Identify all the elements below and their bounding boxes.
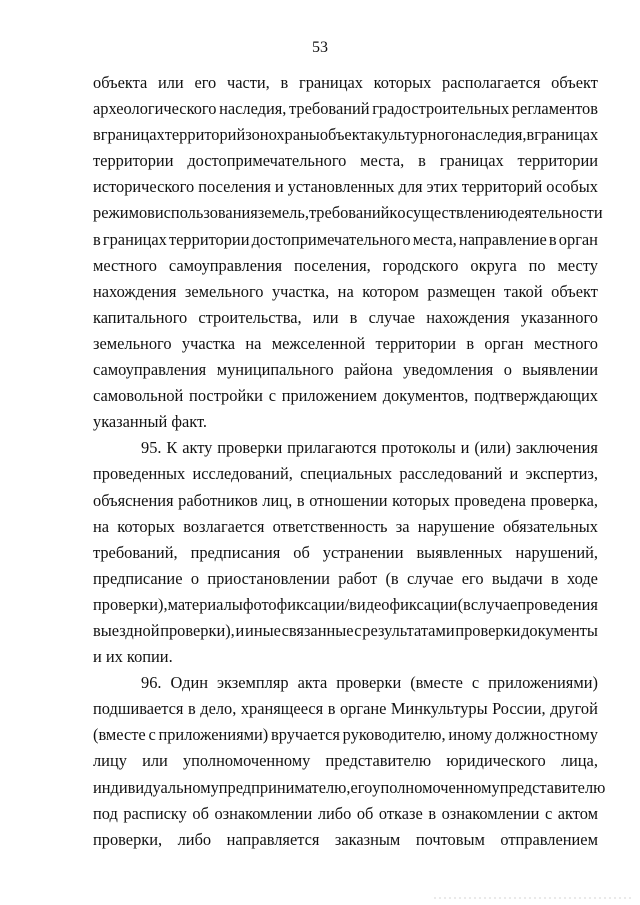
- text-line: самовольной постройки с приложением документов, подтверждающих: [93, 386, 598, 406]
- text-line: указанный факт.: [93, 412, 208, 432]
- text-line: индивидуальному предпринимателю, его уполномоченному представителю: [93, 777, 606, 797]
- text-line: объяснения работников лиц, в отношении которых проведена проверка,: [93, 490, 598, 510]
- page-number: 53: [312, 39, 328, 56]
- text-line: исторического поселения и установленных для этих территорий особых: [93, 177, 598, 197]
- text-line: проверки, либо направляется заказным почтовым отправлением: [93, 829, 598, 849]
- text-line: режимов использования земель, требований к осуществлению деятельности: [93, 203, 603, 223]
- text-line: проверки), материалы фотофиксации/видеофиксации (в случае проведения: [93, 594, 598, 614]
- text-line: капитального строительства, или в случае нахождения указанного: [93, 307, 598, 327]
- text-line: самоуправления муниципального района уведомления о выявлении: [93, 360, 598, 380]
- text-line: территории достопримечательного места, в границах территории: [93, 151, 598, 171]
- text-line: местного самоуправления поселения, городского округа по месту: [93, 255, 598, 275]
- text-line: лицу или уполномоченному представителю юридического лица,: [93, 751, 598, 771]
- text-line: под расписку об ознакомлении либо об отказе в ознакомлении с актом: [93, 803, 598, 823]
- text-line: 96. Один экземпляр акта проверки (вместе с приложениями): [141, 673, 598, 693]
- text-line: требований, предписания об устранении выявленных нарушений,: [93, 542, 598, 562]
- scan-artifact: [434, 893, 634, 903]
- text-line: нахождения земельного участка, на котором размещен такой объект: [93, 281, 598, 301]
- text-line: на которых возлагается ответственность за нарушение обязательных: [93, 516, 598, 536]
- text-line: (вместе с приложениями) вручается руководителю, иному должностному: [93, 725, 598, 745]
- text-line: 95. К акту проверки прилагаются протоколы и (или) заключения: [141, 438, 598, 458]
- text-line: археологического наследия, требований градостроительных регламентов: [93, 99, 598, 119]
- text-line: и их копии.: [93, 647, 173, 667]
- document-body: [93, 70, 606, 853]
- text-line: выездной проверки), и иные связанные с результатами проверки документы: [93, 620, 598, 640]
- text-line: подшивается в дело, хранящееся в органе Минкультуры России, другой: [93, 699, 598, 719]
- text-line: предписание о приостановлении работ (в случае его выдачи в ходе: [93, 568, 598, 588]
- text-line: в границах территории достопримечательного места, направление в орган: [93, 229, 598, 249]
- text-line: объекта или его части, в границах которых располагается объект: [93, 73, 598, 92]
- text-line: проведенных исследований, специальных расследований и экспертиз,: [93, 464, 598, 484]
- text-line: земельного участка на межселенной территории в орган местного: [93, 333, 598, 353]
- text-line: в границах территорий зон охраны объекта культурного наследия, в границах: [93, 125, 599, 145]
